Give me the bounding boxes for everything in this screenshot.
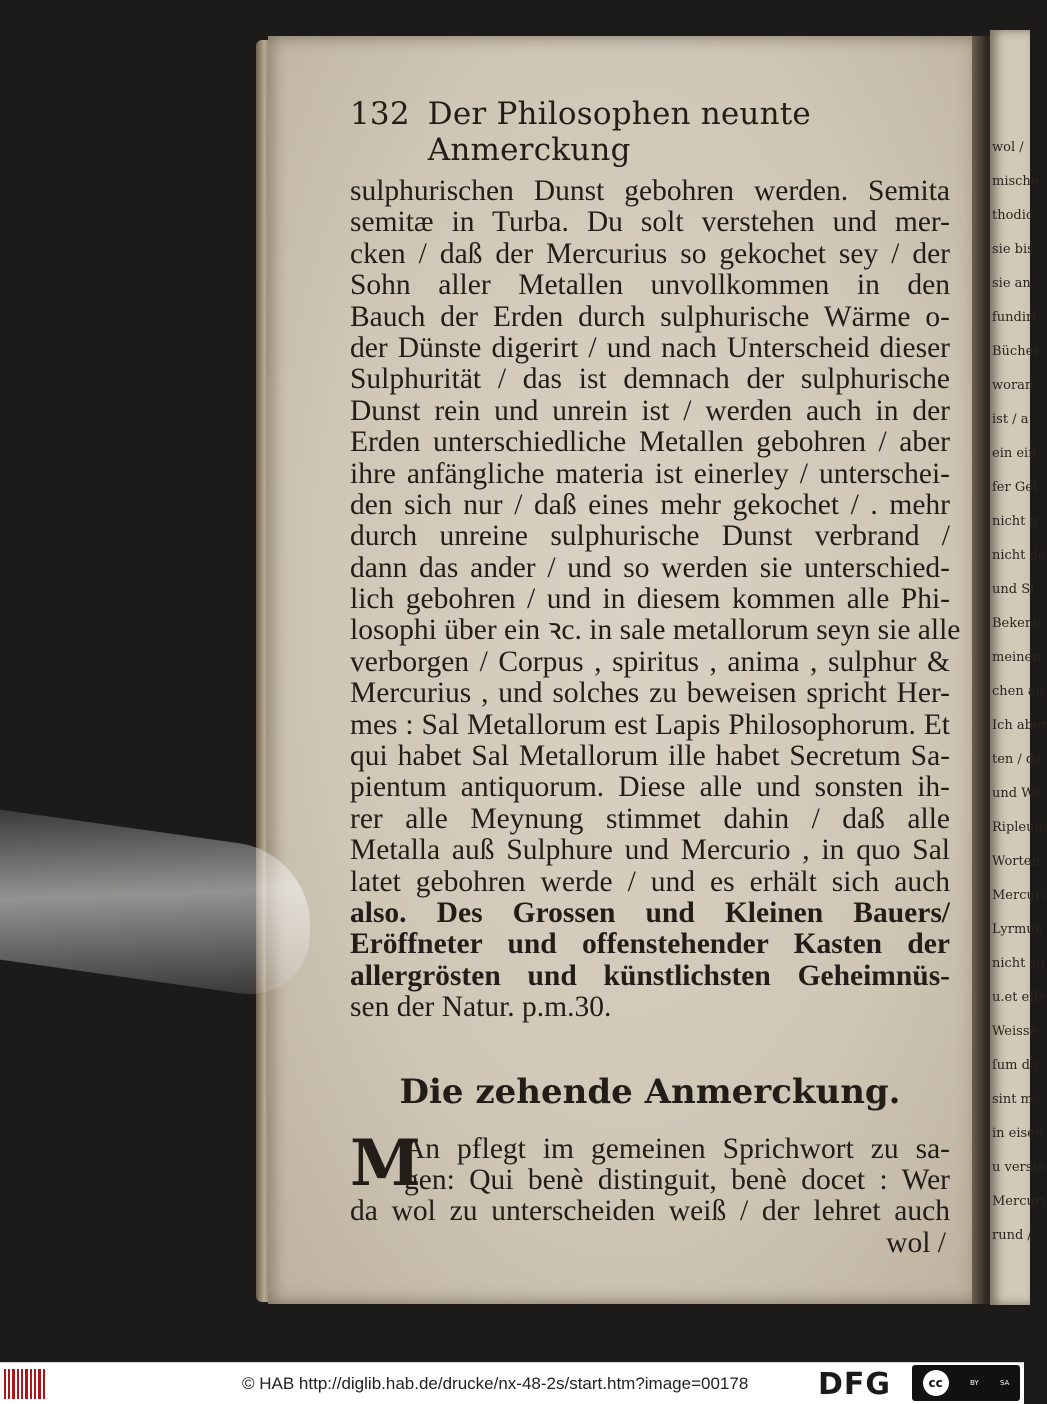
text-line: allergrösten und künstlichsten Geheimnüs- [350,959,950,992]
facing-page-fragment: ten / da [992,752,1043,767]
text-line: latet gebohren werde / und es erhält sich auch [350,865,950,898]
text-line: losophi über ein ꝛc. in sale metallorum seyn sie alle [350,614,961,647]
facing-page-fragment: und Si [992,582,1035,597]
facing-page-fragment: Mercuri [992,888,1046,903]
facing-page-fragment: und We [992,786,1042,801]
paragraph-line: An pflegt im gemeinen Sprichwort zu sa- [404,1132,950,1165]
facing-page-fragment: rund / [992,1228,1032,1243]
text-line: rer alle Meynung stimmet dahin / daß alle [350,802,950,835]
text-line: Erden unterschiedliche Metallen gebohren / aber [350,426,950,459]
text-line: der Dünste digerirt / und nach Unterscheid dieser [350,331,950,364]
facing-page-fragment: ist / a [992,412,1029,427]
book-page [268,36,986,1304]
facing-page-fragment: fer Gel [992,480,1038,495]
text-line: semitæ in Turba. Du solt verstehen und mer- [350,206,950,239]
facing-page-edge [990,30,1047,1305]
new-section-paragraph [350,1125,950,1228]
text-line: verborgen / Corpus , spiritus , anima , sulphur & [350,645,950,678]
text-line: ihre anfängliche materia ist einerley / unterschei- [350,457,950,490]
dfg-logo[interactable]: DFG [818,1367,892,1402]
facing-page-fragment: Ich aber [992,718,1047,733]
text-line: qui habet Sal Metallorum ille habet Secretum Sa- [350,740,950,773]
running-head-title: Der Philosophen neunte Anmerckung [427,96,811,168]
text-line: Mercurius , und solches zu beweisen spricht Her- [350,677,950,710]
facing-page-fragment: wol / [992,140,1024,155]
cc-sa-label: SA [999,1379,1010,1387]
text-line: den sich nur / daß eines mehr gekochet / . mehr [350,488,950,521]
cc-license-badge[interactable] [912,1365,1020,1401]
facing-page-fragment: Ripleum [992,820,1047,835]
text-line: lich gebohren / und in diesem kommen alle Phi- [350,583,950,616]
facing-page-fragment: u versta [992,1160,1046,1175]
facing-page-fragment: meinen [992,650,1041,665]
facing-page-fragment: ein ein [992,446,1037,461]
facing-page-fragment: nicht g [992,514,1038,529]
footer-bar [0,1362,1024,1404]
text-line: Metalla auß Sulphure und Mercurio , in quo Sal [350,834,950,867]
cc-by-label: BY [969,1379,979,1387]
text-line: durch unreine sulphurische Dunst verbrand / [350,520,950,553]
facing-page-fragment: chen als [992,684,1047,699]
page-number: 132 [350,96,410,132]
facing-page-fragment: ſum do [992,1058,1038,1073]
text-line: also. Des Grossen und Kleinen Bauers/ [350,896,950,929]
text-line: Sulphurität / das ist demnach der sulphurische [350,363,950,396]
body-text [350,175,961,992]
drop-cap: M [350,1125,421,1201]
text-line: Dunst rein und unrein ist / werden auch in der [350,394,950,427]
text-line: Sohn aller Metallen unvollkommen in den [350,269,950,302]
text-line: pientum antiquorum. Diese alle und sonsten ih- [350,771,950,804]
text-line: Bauch der Erden durch sulphurische Wärme o- [350,300,950,333]
hab-logo-icon[interactable] [4,1369,48,1399]
page-text-block [350,96,961,1259]
facing-page-fragment: Weisse [992,1024,1038,1039]
text-line: Eröffneter und offenstehender Kasten der [350,928,950,961]
facing-page-fragment: sint me [992,1092,1041,1107]
text-line: sulphurischen Dunst gebohren werden. Semita [350,175,950,207]
facing-page-fragment: sie bis [992,242,1034,257]
facing-page-fragment: nicht de [992,548,1046,563]
running-header [350,96,950,168]
facing-page-fragment: mische [992,174,1039,189]
paragraph-line: gen: Qui benè distinguit, benè docet : Wer [404,1163,950,1196]
facing-page-fragment: u.et effe [992,990,1047,1005]
facing-page-fragment: fundirt [992,310,1038,325]
cc-icon: cc [923,1370,949,1396]
paragraph-line: da wol zu unterscheiden weiß / der lehret auch [350,1195,950,1228]
section-end-line: sen der Natur. p.m.30. [350,991,612,1024]
credit-link[interactable]: © HAB http://diglib.hab.de/drucke/nx-48-2s/start.htm?image=00178 [242,1373,749,1393]
text-line: mes : Sal Metallorum est Lapis Philosophorum. Et [350,708,950,741]
facing-page-fragment: sie an [992,276,1031,291]
facing-page-fragment: thodic [992,208,1034,223]
text-line: dann das ander / und so werden sie unterschied- [350,551,950,584]
section-heading: Die zehende Anmerckung. [399,1071,901,1112]
facing-page-fragment: nicht su [992,956,1045,971]
facing-page-fragment: in eisen [992,1126,1044,1141]
facing-page-fragment: Lyrmun [992,922,1044,937]
text-line: cken / daß der Mercurius so gekochet sey / der [350,237,950,270]
facing-page-fragment: Mercuri [992,1194,1046,1209]
facing-page-fragment: Bücher [992,344,1040,359]
facing-page-fragment: Worten [992,854,1040,869]
catchword: wol / [886,1226,946,1259]
facing-page-fragment: woran [992,378,1034,393]
facing-page-fragment: Bekenn [992,616,1042,631]
